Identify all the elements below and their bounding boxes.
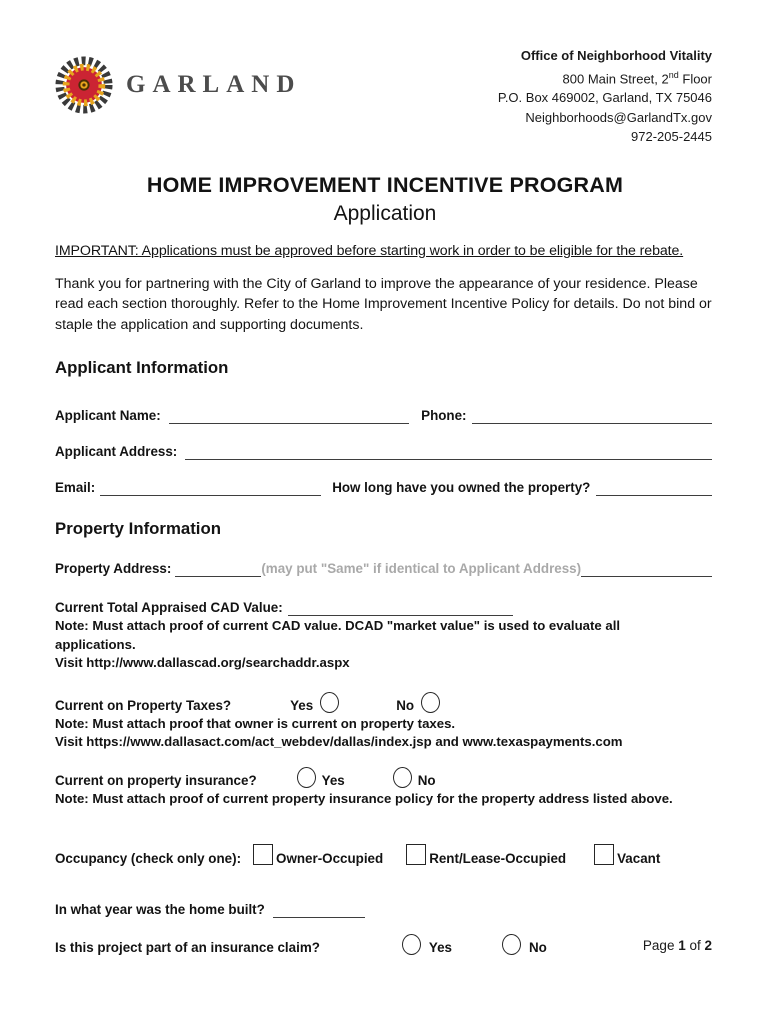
taxes-visit-note: Visit https://www.dallasact.com/act_webdev/dallas/index.jsp and www.texaspayments.com <box>55 734 623 750</box>
office-phone: 972-205-2445 <box>631 129 712 145</box>
applicant-name-line[interactable] <box>169 411 409 424</box>
taxes-yes-radio[interactable] <box>320 692 339 713</box>
email-row <box>55 479 712 496</box>
year-built-row <box>55 901 712 918</box>
page-footer <box>643 938 712 953</box>
ownership-duration-line[interactable] <box>596 483 712 496</box>
property-taxes-block <box>55 692 712 752</box>
address-street-sup: nd <box>668 69 679 80</box>
claim-no-radio[interactable] <box>502 934 521 955</box>
occupancy-label: Occupancy (check only one): <box>55 851 242 867</box>
applicant-address-row <box>55 443 712 460</box>
cad-value-label: Current Total Appraised CAD Value: <box>55 600 283 616</box>
intro-paragraph: Thank you for partnering with the City of Garland to improve the appearance of your residence. Please read each section thoroughly. Refer to the Home Improvement Incentive Policy for details. Do not bind or staple the application and supporting documents. <box>55 275 712 333</box>
office-email: Neighborhoods@GarlandTx.gov <box>525 109 712 125</box>
important-notice: IMPORTANT: Applications must be approved before starting work in order to be eligible for the rebate. <box>55 242 684 259</box>
email-line[interactable] <box>100 483 321 496</box>
occupancy-row <box>55 844 712 867</box>
insurance-claim-question: Is this project part of an insurance claim? <box>55 940 320 956</box>
claim-no-label: No <box>529 940 547 956</box>
occupancy-checkbox-owner[interactable] <box>253 844 273 865</box>
insurance-question: Current on property insurance? <box>55 772 257 788</box>
insurance-claim-row <box>55 934 712 956</box>
taxes-yes-label: Yes <box>290 697 314 713</box>
claim-yes-radio[interactable] <box>402 934 421 955</box>
property-address-hint: (may put "Same" if identical to Applicant Address) <box>261 561 582 577</box>
insurance-no-radio[interactable] <box>393 767 412 788</box>
cad-note: Note: Must attach proof of current CAD value. DCAD "market value" is used to evaluate all applications. <box>55 618 621 652</box>
garland-logo <box>55 56 301 114</box>
cad-value-line[interactable] <box>288 603 513 616</box>
phone-line[interactable] <box>472 411 712 424</box>
property-taxes-question: Current on Property Taxes? <box>55 697 232 713</box>
taxes-note: Note: Must attach proof that owner is current on property taxes. <box>55 715 456 731</box>
taxes-no-label: No <box>396 697 415 713</box>
property-taxes-row <box>55 692 712 714</box>
property-insurance-row <box>55 767 712 789</box>
property-address-line-1[interactable] <box>175 564 261 577</box>
applicant-info-heading: Applicant Information <box>55 358 229 378</box>
address-street-pre: 800 Main Street, 2 <box>562 70 669 86</box>
property-insurance-block <box>55 767 712 809</box>
insurance-note: Note: Must attach proof of current property insurance policy for the property address listed above. <box>55 790 673 806</box>
form-content <box>0 243 770 957</box>
insurance-no-label: No <box>417 772 436 788</box>
property-address-line-2[interactable] <box>581 564 712 577</box>
occupancy-checkbox-rent[interactable] <box>406 844 426 865</box>
cad-value-row <box>55 599 712 616</box>
office-address-line1 <box>498 66 712 89</box>
header <box>0 0 770 147</box>
property-address-label: Property Address: <box>55 561 172 577</box>
garland-flower-icon <box>55 56 113 114</box>
office-contact-block <box>498 46 712 147</box>
page-word: Page <box>642 938 679 953</box>
address-street-post: Floor <box>678 70 712 86</box>
of-word: of <box>685 938 705 953</box>
phone-label: Phone: <box>421 408 467 424</box>
applicant-address-label: Applicant Address: <box>55 444 178 460</box>
property-address-row <box>55 560 712 577</box>
application-subtitle: Application <box>333 201 437 225</box>
year-built-label: In what year was the home built? <box>55 902 265 918</box>
taxes-no-radio[interactable] <box>421 692 440 713</box>
year-built-line[interactable] <box>273 905 365 918</box>
applicant-name-row <box>55 407 712 424</box>
claim-yes-label: Yes <box>428 940 452 956</box>
program-title: HOME IMPROVEMENT INCENTIVE PROGRAM <box>146 172 624 197</box>
email-label: Email: <box>55 480 96 496</box>
property-info-heading: Property Information <box>55 519 221 539</box>
garland-logo-text: GARLAND <box>126 71 302 98</box>
applicant-name-label: Applicant Name: <box>55 408 161 424</box>
office-address-line2: P.O. Box 469002, Garland, TX 75046 <box>497 90 712 106</box>
applicant-address-line[interactable] <box>185 447 712 460</box>
occupancy-owner-label: Owner-Occupied <box>276 851 384 867</box>
cad-value-block <box>55 599 712 673</box>
office-name: Office of Neighborhood Vitality <box>520 48 712 63</box>
occupancy-rent-label: Rent/Lease-Occupied <box>429 851 567 867</box>
cad-visit-note: Visit http://www.dallascad.org/searchaddr.aspx <box>55 655 350 671</box>
ownership-duration-label: How long have you owned the property? <box>332 480 591 496</box>
occupancy-checkbox-vacant[interactable] <box>594 844 614 865</box>
insurance-yes-radio[interactable] <box>297 767 316 788</box>
page-total: 2 <box>704 938 712 953</box>
page-number: 1 <box>678 938 686 953</box>
occupancy-vacant-label: Vacant <box>617 851 661 867</box>
insurance-yes-label: Yes <box>321 772 345 788</box>
title-block <box>0 173 770 226</box>
